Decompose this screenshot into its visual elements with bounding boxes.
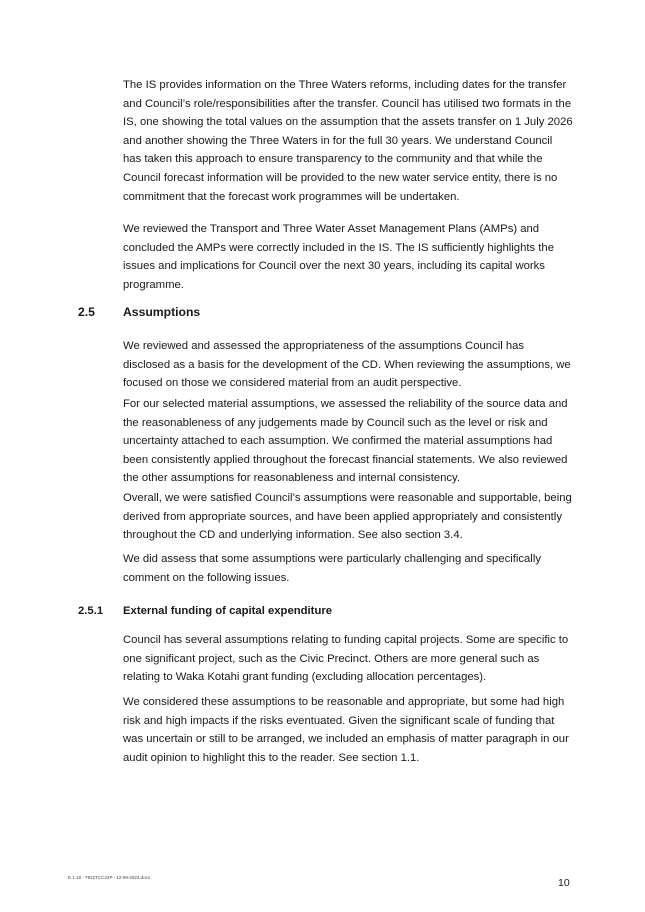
section-heading <box>78 305 200 319</box>
paragraph: Council has several assumptions relating to funding capital projects. Some are specific to one significant project, such as the Civic Precinct. Others are more general such as relating to Waka Kotahi grant funding (excluding allocation percentages). <box>123 634 569 684</box>
section-number: 2.5 <box>78 305 95 319</box>
subsection-title: External funding of capital expenditure <box>123 605 333 617</box>
subsection-heading <box>78 605 332 617</box>
paragraph: We reviewed and assessed the appropriateness of the assumptions Council has disclosed as a basis for the development of the CD. When reviewing the assumptions, we focused on those we considered material from an audit perspective. <box>123 340 571 390</box>
footer-reference: E.1.18 - T922TCC24P - 12-09-2023.docx <box>68 875 151 880</box>
paragraph: We considered these assumptions to be reasonable and appropriate, but some had high risk and high impacts if the risks eventuated. Given the significant scale of funding that was uncertain or still to be arranged, we included an emphasis of matter paragraph in our audit opinion to highlight this to the reader. See section 1.1. <box>123 696 569 764</box>
subsection-number: 2.5.1 <box>78 605 104 617</box>
paragraph: The IS provides information on the Three Waters reforms, including dates for the transfer and Council’s role/responsibilities after the transfer. Council has utilised two formats in the IS, one showing the total values on the assumption that the assets transfer on 1 July 2026 and another showing the Three Waters in for the full 30 years. We understand Council has taken this approach to ensure transparency to the community and that while the Council forecast information will be provided to the new water service entity, there is no commitment that the forecast work programmes will be undertaken. <box>123 79 573 203</box>
paragraph: We reviewed the Transport and Three Water Asset Management Plans (AMPs) and concluded the AMPs were correctly included in the IS. The IS sufficiently highlights the issues and implications for Council over the next 30 years, including its capital works programme. <box>123 223 554 291</box>
paragraph: For our selected material assumptions, we assessed the reliability of the source data and the reasonableness of any judgements made by Council such as the level or risk and uncertainty attached to each assumption. We confirmed the material assumptions had been consistently applied throughout the forecast financial statements. We also reviewed the other assumptions for reasonableness and internal consistency. <box>123 398 568 485</box>
paragraph: Overall, we were satisfied Council’s assumptions were reasonable and supportable, being derived from appropriate sources, and have been applied appropriately and consistently throughout the CD and underlying information. See also section 3.4. <box>123 492 572 542</box>
section-title: Assumptions <box>123 305 201 319</box>
paragraph: We did assess that some assumptions were particularly challenging and specifically comment on the following issues. <box>123 553 541 584</box>
page-number: 10 <box>558 877 570 889</box>
